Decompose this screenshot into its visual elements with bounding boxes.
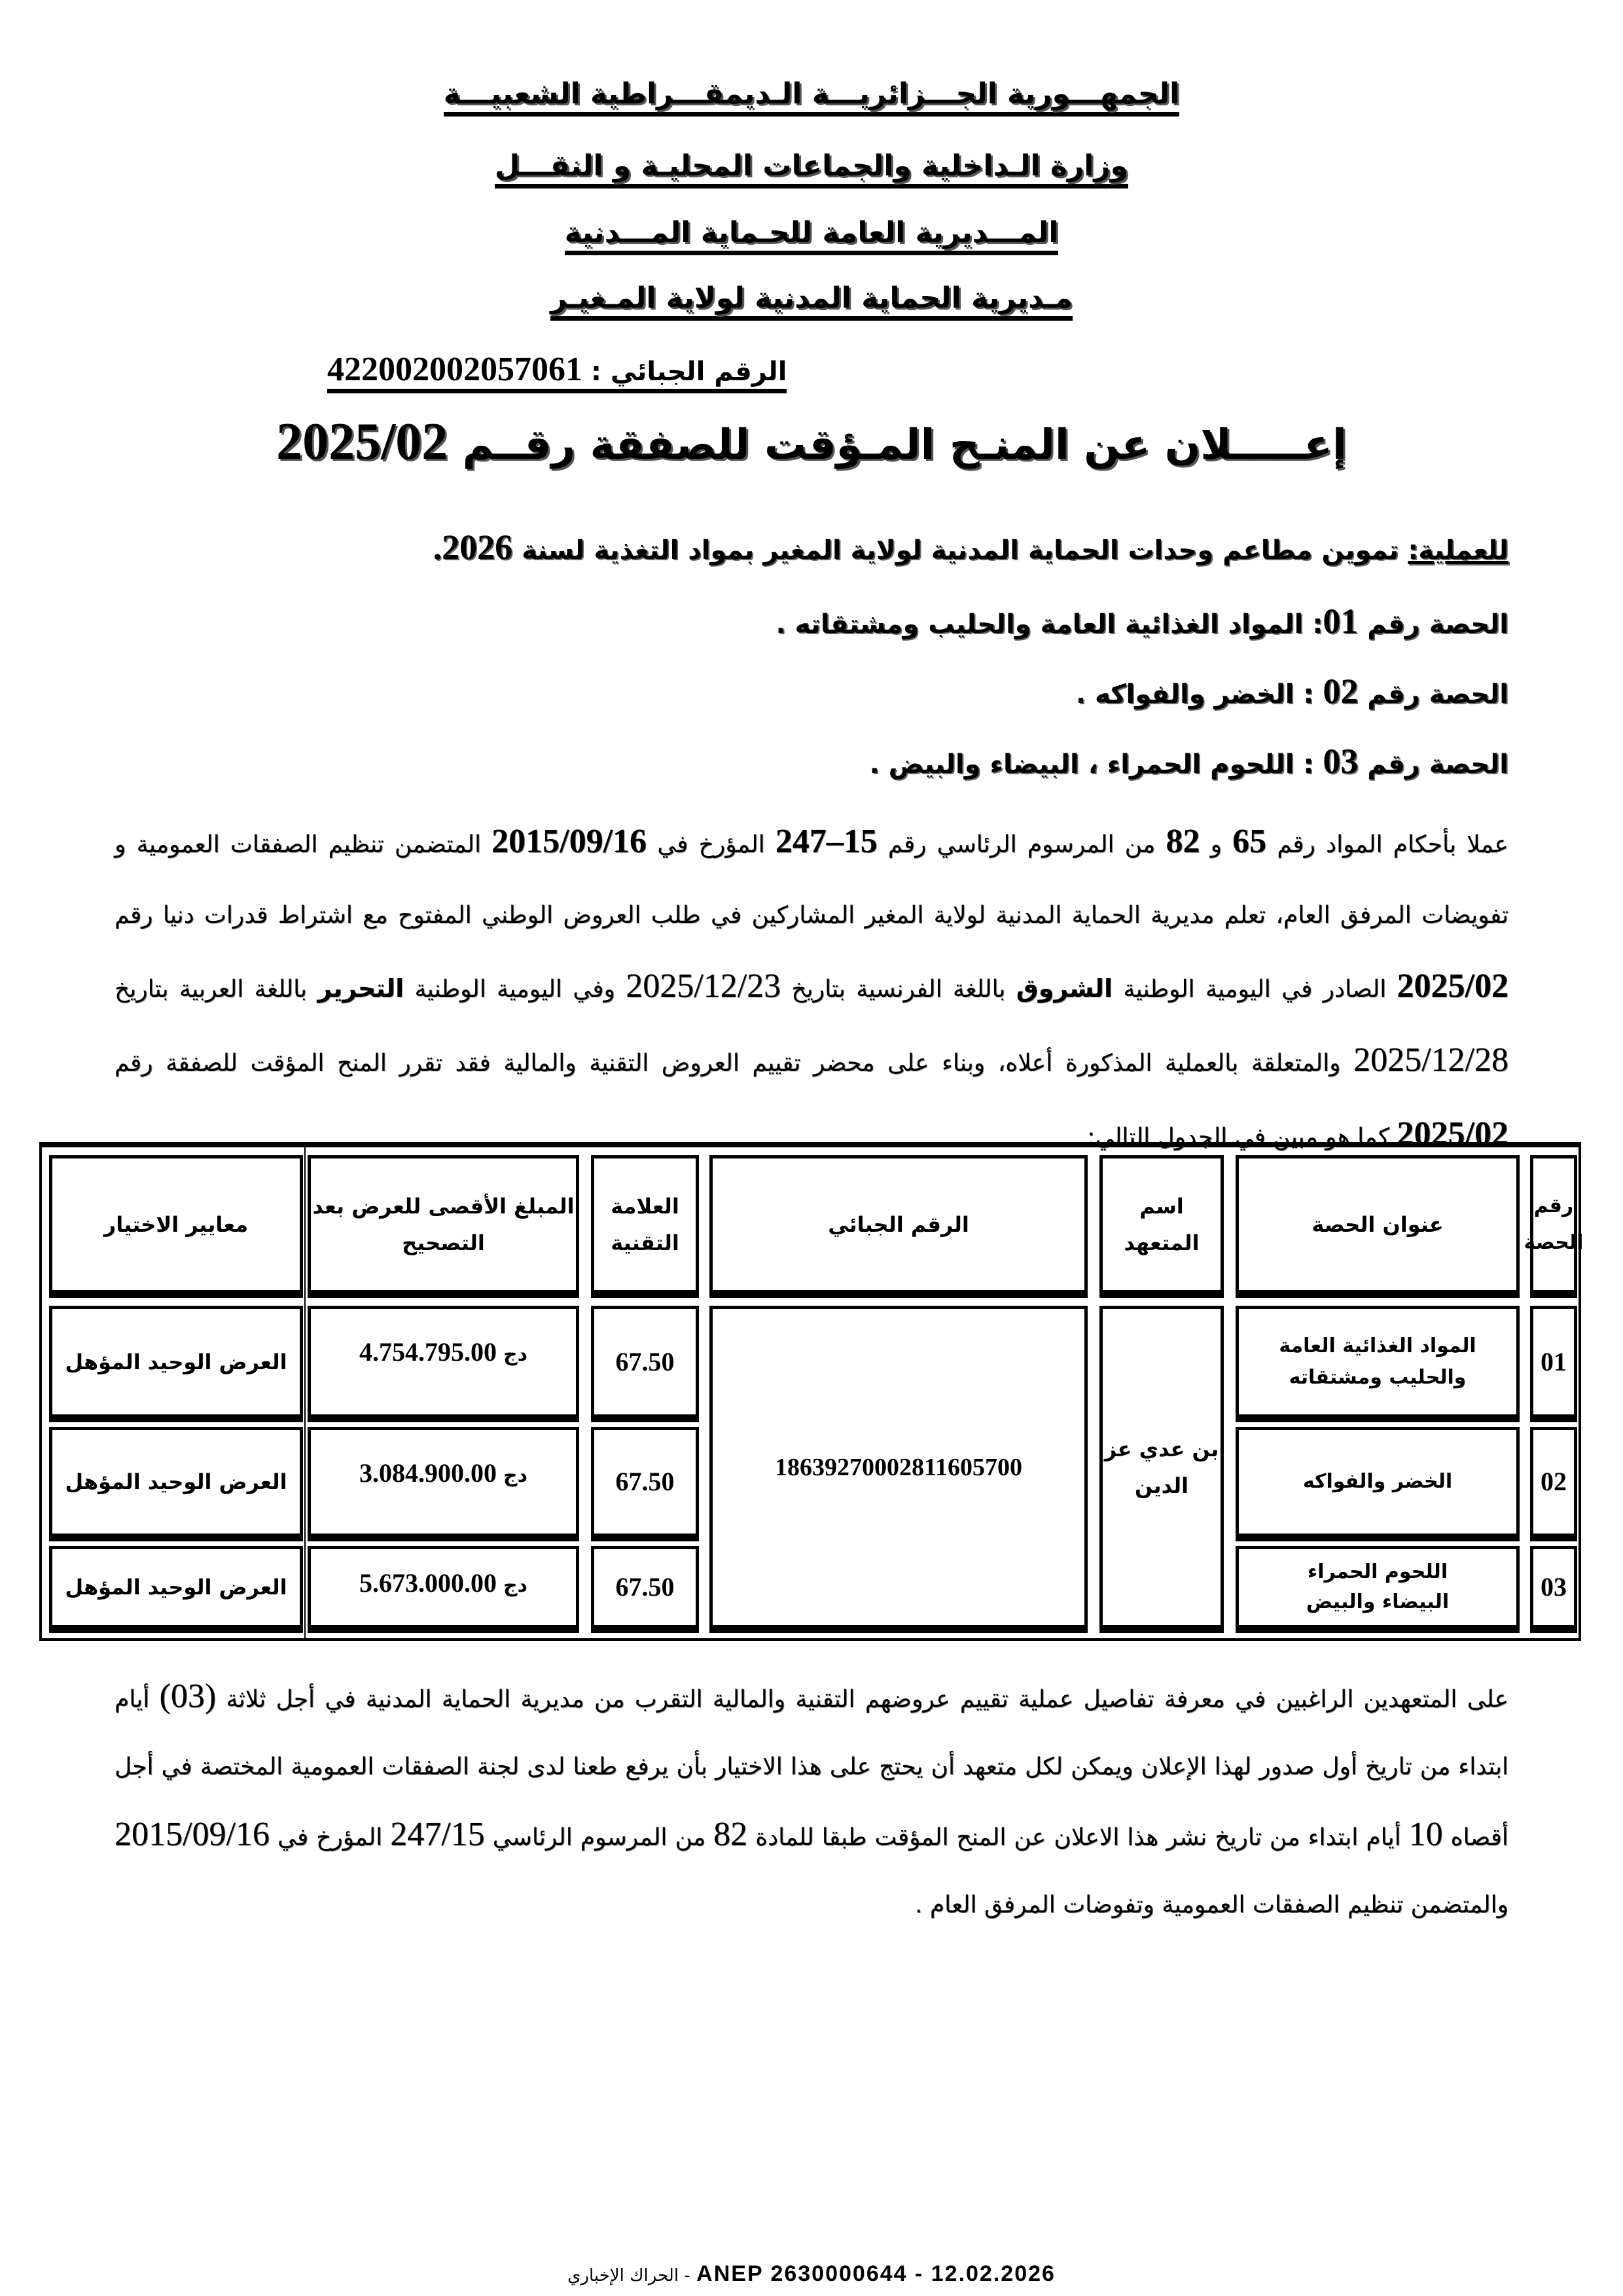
footer-reference: ANEP 2630000644 - 12.02.2026 — [696, 2261, 1056, 2286]
general-directorate-heading — [0, 216, 1623, 249]
intro-text: المتضمن تنظيم الصفقات العمومية و تفويضات المرفق العام، تعلم مديرية الحماية المدنية لولاية المغير المشاركين في طلب العروض الوطني المفتوح مع اشتراط قدرات دنيا رقم — [115, 831, 1508, 929]
tender-number: 2025/02 — [1397, 967, 1508, 1005]
table-row-3-criteria — [49, 1546, 303, 1633]
lot-no-text: 02 — [1541, 1467, 1567, 1496]
lot-number: 01 — [1323, 601, 1359, 641]
table-row-1-lot-title — [1236, 1306, 1520, 1422]
lot-title-text: المواد الغذائية العامة والحليب ومشتقاته — [1279, 1334, 1476, 1389]
lot-prefix: الحصة رقم — [1367, 609, 1508, 639]
lot-no-text: 01 — [1541, 1346, 1567, 1376]
lot-separator: : — [1303, 749, 1314, 780]
header-tech-score-text: العلامة التقنية — [611, 1193, 679, 1255]
deal-number: 2025/02 — [1397, 1115, 1508, 1153]
lot-text: الخضر والفواكه . — [1075, 679, 1294, 709]
decree-date: 2015/09/16 — [115, 1816, 270, 1853]
table-row-2-lot-title — [1236, 1427, 1520, 1541]
table-divider — [304, 1142, 306, 1641]
lot-prefix: الحصة رقم — [1367, 679, 1508, 709]
closing-text: أيام ابتداء من تاريخ أول صدور لهذا الإعلان ويمكن لكل متعهد أن يحتج على هذا الاختيار بأن يرفع طعنا لدى لجنة الصفقات العمومية المختصة في أجل أقصاه — [115, 1686, 1508, 1851]
intro-text: الصادر في اليومية الوطنية — [1123, 976, 1387, 1003]
amount-value: 5.673.000.00 — [359, 1568, 497, 1598]
announcement-number: 2025/02 — [276, 413, 448, 471]
closing-text: من المرسوم الرئاسي — [492, 1824, 706, 1851]
currency: دج — [503, 1464, 528, 1487]
tax-id-line — [327, 350, 787, 393]
decree-number: 247/15 — [390, 1816, 485, 1853]
article-number: 65 — [1232, 823, 1267, 860]
intro-text: وفي اليومية الوطنية — [414, 976, 615, 1003]
republic-heading — [0, 77, 1623, 111]
score-value: 67.50 — [615, 1467, 675, 1496]
intro-text: المؤرخ في — [657, 831, 765, 858]
amount-value: 3.084.900.00 — [359, 1458, 497, 1488]
closing-text: على المتعهدين الراغبين في معرفة تفاصيل عملية تقييم عروضهم التقنية والمالية التقرب من مديرية الحماية المدنية في أجل ثلاثة — [226, 1686, 1509, 1713]
header-lot-title-text: عنوان الحصة — [1311, 1211, 1444, 1237]
lot-line-3 — [870, 741, 1508, 781]
general-directorate-text: المـــديرية العامة للحـماية المـــدنية — [565, 216, 1059, 255]
header-criteria-text: معايير الاختيار — [103, 1211, 249, 1237]
bidder-name-cell — [1099, 1306, 1224, 1633]
table-row-3-lot-no — [1530, 1546, 1577, 1633]
bidder-name: بن عدي عز الدين — [1104, 1436, 1219, 1498]
ministry-heading-text: وزارة الـداخلية والجماعات المحليـة و النقـــل — [495, 149, 1128, 188]
lot-number: 03 — [1323, 742, 1359, 781]
header-tax-id — [709, 1155, 1088, 1298]
directorate-heading — [0, 281, 1623, 315]
intro-text: باللغة العربية بتاريخ — [115, 976, 308, 1003]
ministry-heading — [0, 149, 1623, 183]
operation-year: 2026. — [433, 528, 513, 567]
lot-separator: : — [1312, 609, 1323, 639]
score-value: 67.50 — [615, 1572, 675, 1602]
intro-text: من المرسوم الرئاسي رقم — [887, 831, 1156, 858]
lot-no-text: 03 — [1541, 1572, 1567, 1602]
table-row-1-amount — [308, 1306, 579, 1422]
newspaper-name: التحرير — [317, 974, 404, 1003]
tax-id-label: الرقم الجبائي : — [591, 357, 787, 387]
header-tech-score — [591, 1155, 699, 1298]
publication-date: 2025/12/28 — [1353, 1041, 1508, 1079]
publication-date: 2025/12/23 — [626, 967, 781, 1005]
table-row-3-amount — [308, 1546, 579, 1633]
decree-number: 15–247 — [775, 823, 878, 860]
operation-line — [433, 527, 1508, 567]
amount-value: 4.754.795.00 — [359, 1337, 497, 1367]
lot-separator: : — [1303, 679, 1314, 709]
currency: دج — [503, 1574, 528, 1597]
closing-text: أيام ابتداء من تاريخ نشر هذا الاعلان عن المنح المؤقت طبقا للمادة — [755, 1824, 1401, 1851]
intro-paragraph — [115, 806, 1508, 1173]
criteria-text: العرض الوحيد المؤهل — [65, 1575, 287, 1600]
criteria-text: العرض الوحيد المؤهل — [65, 1469, 287, 1494]
header-tax-id-text: الرقم الجبائي — [828, 1211, 969, 1237]
lot-text: المواد الغذائية العامة والحليب ومشتقاته . — [776, 609, 1304, 639]
table-row-2-lot-no — [1530, 1427, 1577, 1541]
lot-title-text: الخضر والفواكه — [1302, 1470, 1453, 1493]
article-number: 82 — [1166, 823, 1200, 860]
header-max-amount — [308, 1155, 579, 1298]
lot-line-2 — [1076, 671, 1508, 711]
operation-text: تموين مطاعم وحدات الحماية المدنية لولاية المغير بمواد التغذية لسنة — [522, 535, 1399, 565]
table-row-2-amount — [308, 1427, 579, 1541]
lot-text: اللحوم الحمراء ، البيضاء والبيض . — [869, 749, 1294, 780]
table-row-1-score — [591, 1306, 699, 1422]
score-value: 67.50 — [615, 1346, 675, 1376]
lot-line-1 — [776, 601, 1508, 641]
newspaper-name: الشروق — [1016, 974, 1113, 1003]
table-row-2-score — [591, 1427, 699, 1541]
table-row-1-criteria — [49, 1306, 303, 1422]
header-bidder-text: اسم المتعهد — [1124, 1193, 1200, 1255]
decree-date: 2015/09/16 — [491, 823, 647, 860]
header-criteria — [49, 1155, 303, 1298]
table-row-3-lot-title — [1236, 1546, 1520, 1633]
intro-text: كما هو مبين في الجدول التالي: — [1087, 1124, 1390, 1151]
intro-text: و — [1210, 831, 1222, 858]
header-lot-no-text: رقم الحصة — [1524, 1194, 1584, 1254]
article-number: 82 — [713, 1816, 748, 1853]
header-bidder — [1099, 1155, 1224, 1298]
lot-title-text: اللحوم الحمراء البيضاء والبيض — [1306, 1560, 1450, 1613]
days-count: (03) — [159, 1677, 217, 1715]
days-count: 10 — [1408, 1816, 1443, 1853]
bidder-tax-id: 18639270002811605700 — [775, 1453, 1022, 1481]
table-row-1-lot-no — [1530, 1306, 1577, 1422]
header-lot-title — [1236, 1155, 1520, 1298]
tax-id-value: 422002002057061 — [327, 351, 582, 388]
table-row-2-criteria — [49, 1427, 303, 1541]
republic-heading-text: الجمهـــورية الجـــزائريـــة الـديمقـــراطية الشعبيـــة — [444, 77, 1180, 117]
header-lot-no — [1524, 1155, 1584, 1298]
lot-number: 02 — [1323, 672, 1359, 711]
closing-text: المؤرخ في — [277, 1824, 383, 1851]
announcement-title-text: إعـــــلان عن المنـح المـؤقت للصفقة رقــم — [462, 421, 1347, 469]
bidder-tax-id-cell — [709, 1306, 1088, 1633]
publication-footer — [0, 2261, 1623, 2287]
footer-source: - الحراك الإخباري — [567, 2266, 690, 2286]
table-row-3-score — [591, 1546, 699, 1633]
currency: دج — [503, 1343, 528, 1366]
lot-prefix: الحصة رقم — [1367, 749, 1508, 780]
intro-text: والمتعلقة بالعملية المذكورة أعلاه، وبناء على محضر تقييم العروض التقنية والمالية فقد تقرر المنح المؤقت للصفقة رقم — [115, 1050, 1341, 1077]
announcement-title — [0, 412, 1623, 472]
operation-label: للعملية: — [1408, 535, 1508, 565]
header-max-amount-text: المبلغ الأقصى للعرض بعد التصحيح — [312, 1193, 575, 1255]
intro-text: باللغة الفرنسية بتاريخ — [791, 976, 1006, 1003]
directorate-text: مـديرية الحماية المدنية لولاية المـغيـر — [550, 281, 1073, 321]
criteria-text: العرض الوحيد المؤهل — [65, 1349, 287, 1374]
closing-paragraph — [115, 1662, 1508, 1939]
closing-text: والمتضمن تنظيم الصفقات العمومية وتفوضات المرفق العام . — [914, 1892, 1508, 1918]
intro-text: عملا بأحكام المواد رقم — [1277, 831, 1508, 858]
